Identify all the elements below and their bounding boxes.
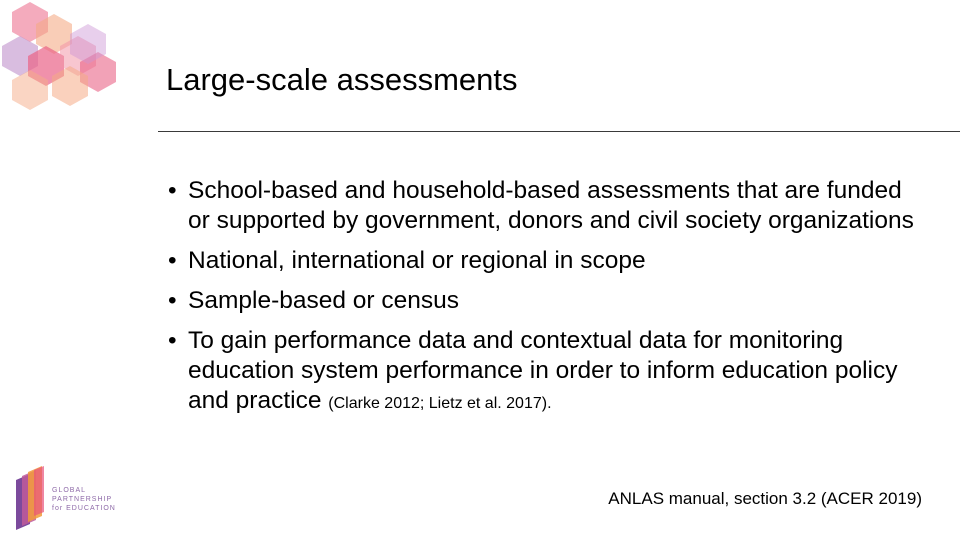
logo-line: GLOBAL bbox=[52, 487, 87, 494]
bullet-item: • Sample-based or census bbox=[168, 286, 928, 316]
gpe-logo-text bbox=[52, 486, 116, 513]
logo-line: for EDUCATION bbox=[52, 505, 116, 512]
bullet-list bbox=[168, 176, 928, 429]
bullet-item: • National, international or regional in scope bbox=[168, 246, 928, 276]
logo-line: PARTNERSHIP bbox=[52, 496, 113, 503]
source-note: ANLAS manual, section 3.2 (ACER 2019) bbox=[608, 489, 922, 508]
bullet-item: • School-based and household-based assessments that are funded or supported by government, donors and civil society organizations bbox=[168, 176, 928, 236]
title-divider bbox=[158, 131, 960, 132]
bullet-item bbox=[168, 326, 928, 419]
slide-title: Large-scale assessments bbox=[166, 62, 518, 97]
bullet-text: To gain performance data and contextual data for monitoring education system performance in order to inform education policy and practice bbox=[188, 327, 898, 414]
hexagon-pattern-graphic bbox=[0, 0, 130, 110]
citation: (Clarke 2012; Lietz et al. 2017). bbox=[328, 395, 552, 412]
